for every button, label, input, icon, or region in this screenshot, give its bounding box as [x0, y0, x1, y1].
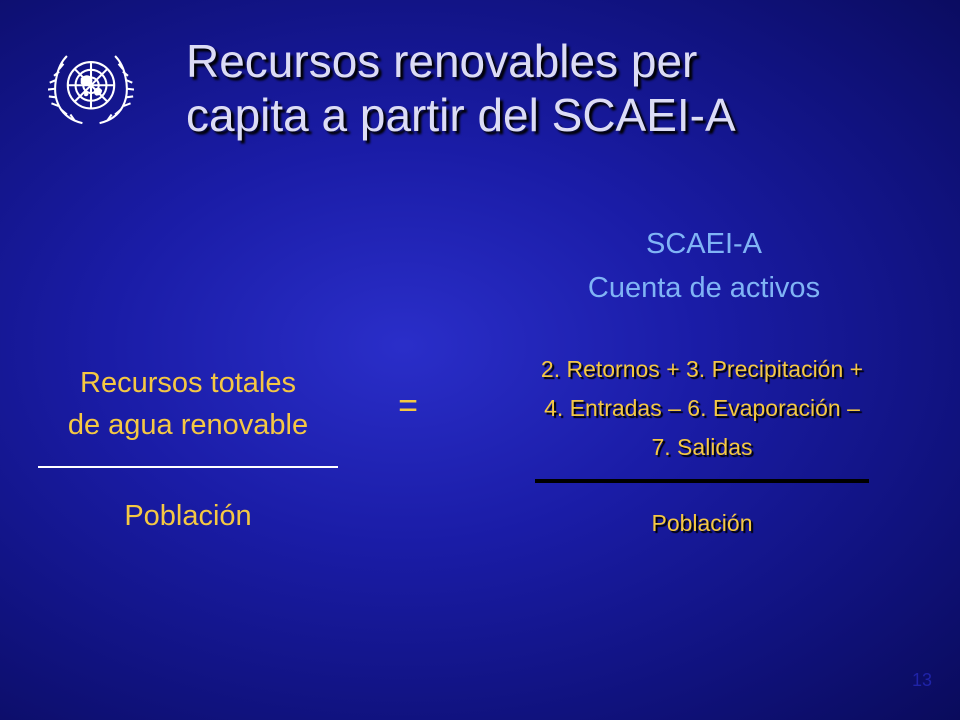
right-numerator: [464, 350, 940, 467]
fraction-bar: [38, 466, 338, 468]
left-denominator: Población: [124, 500, 252, 532]
account-header-line: Cuenta de activos: [587, 272, 821, 304]
title-line: Recursos renovables per: [186, 35, 698, 87]
numerator-line: Recursos totales: [80, 367, 296, 399]
equals-sign: =: [398, 387, 418, 425]
numerator-line: 4. Entradas – 6. Evaporación –: [544, 395, 860, 421]
left-numerator: [28, 362, 348, 446]
slide-title: [186, 34, 926, 142]
numerator-line: de agua renovable: [67, 409, 309, 441]
slide-number: 13: [911, 670, 932, 690]
title-line: capita a partir del SCAEI-A: [186, 89, 736, 141]
account-header: [470, 222, 938, 310]
un-emblem-icon: [48, 44, 134, 130]
account-header-line: SCAEI-A: [645, 228, 763, 260]
right-denominator: Población: [651, 510, 753, 536]
numerator-line: 7. Salidas: [651, 434, 753, 460]
left-fraction: [28, 362, 348, 536]
fraction-bar: [535, 479, 869, 483]
numerator-line: 2. Retornos + 3. Precipitación +: [540, 356, 864, 382]
right-fraction: [464, 350, 940, 541]
